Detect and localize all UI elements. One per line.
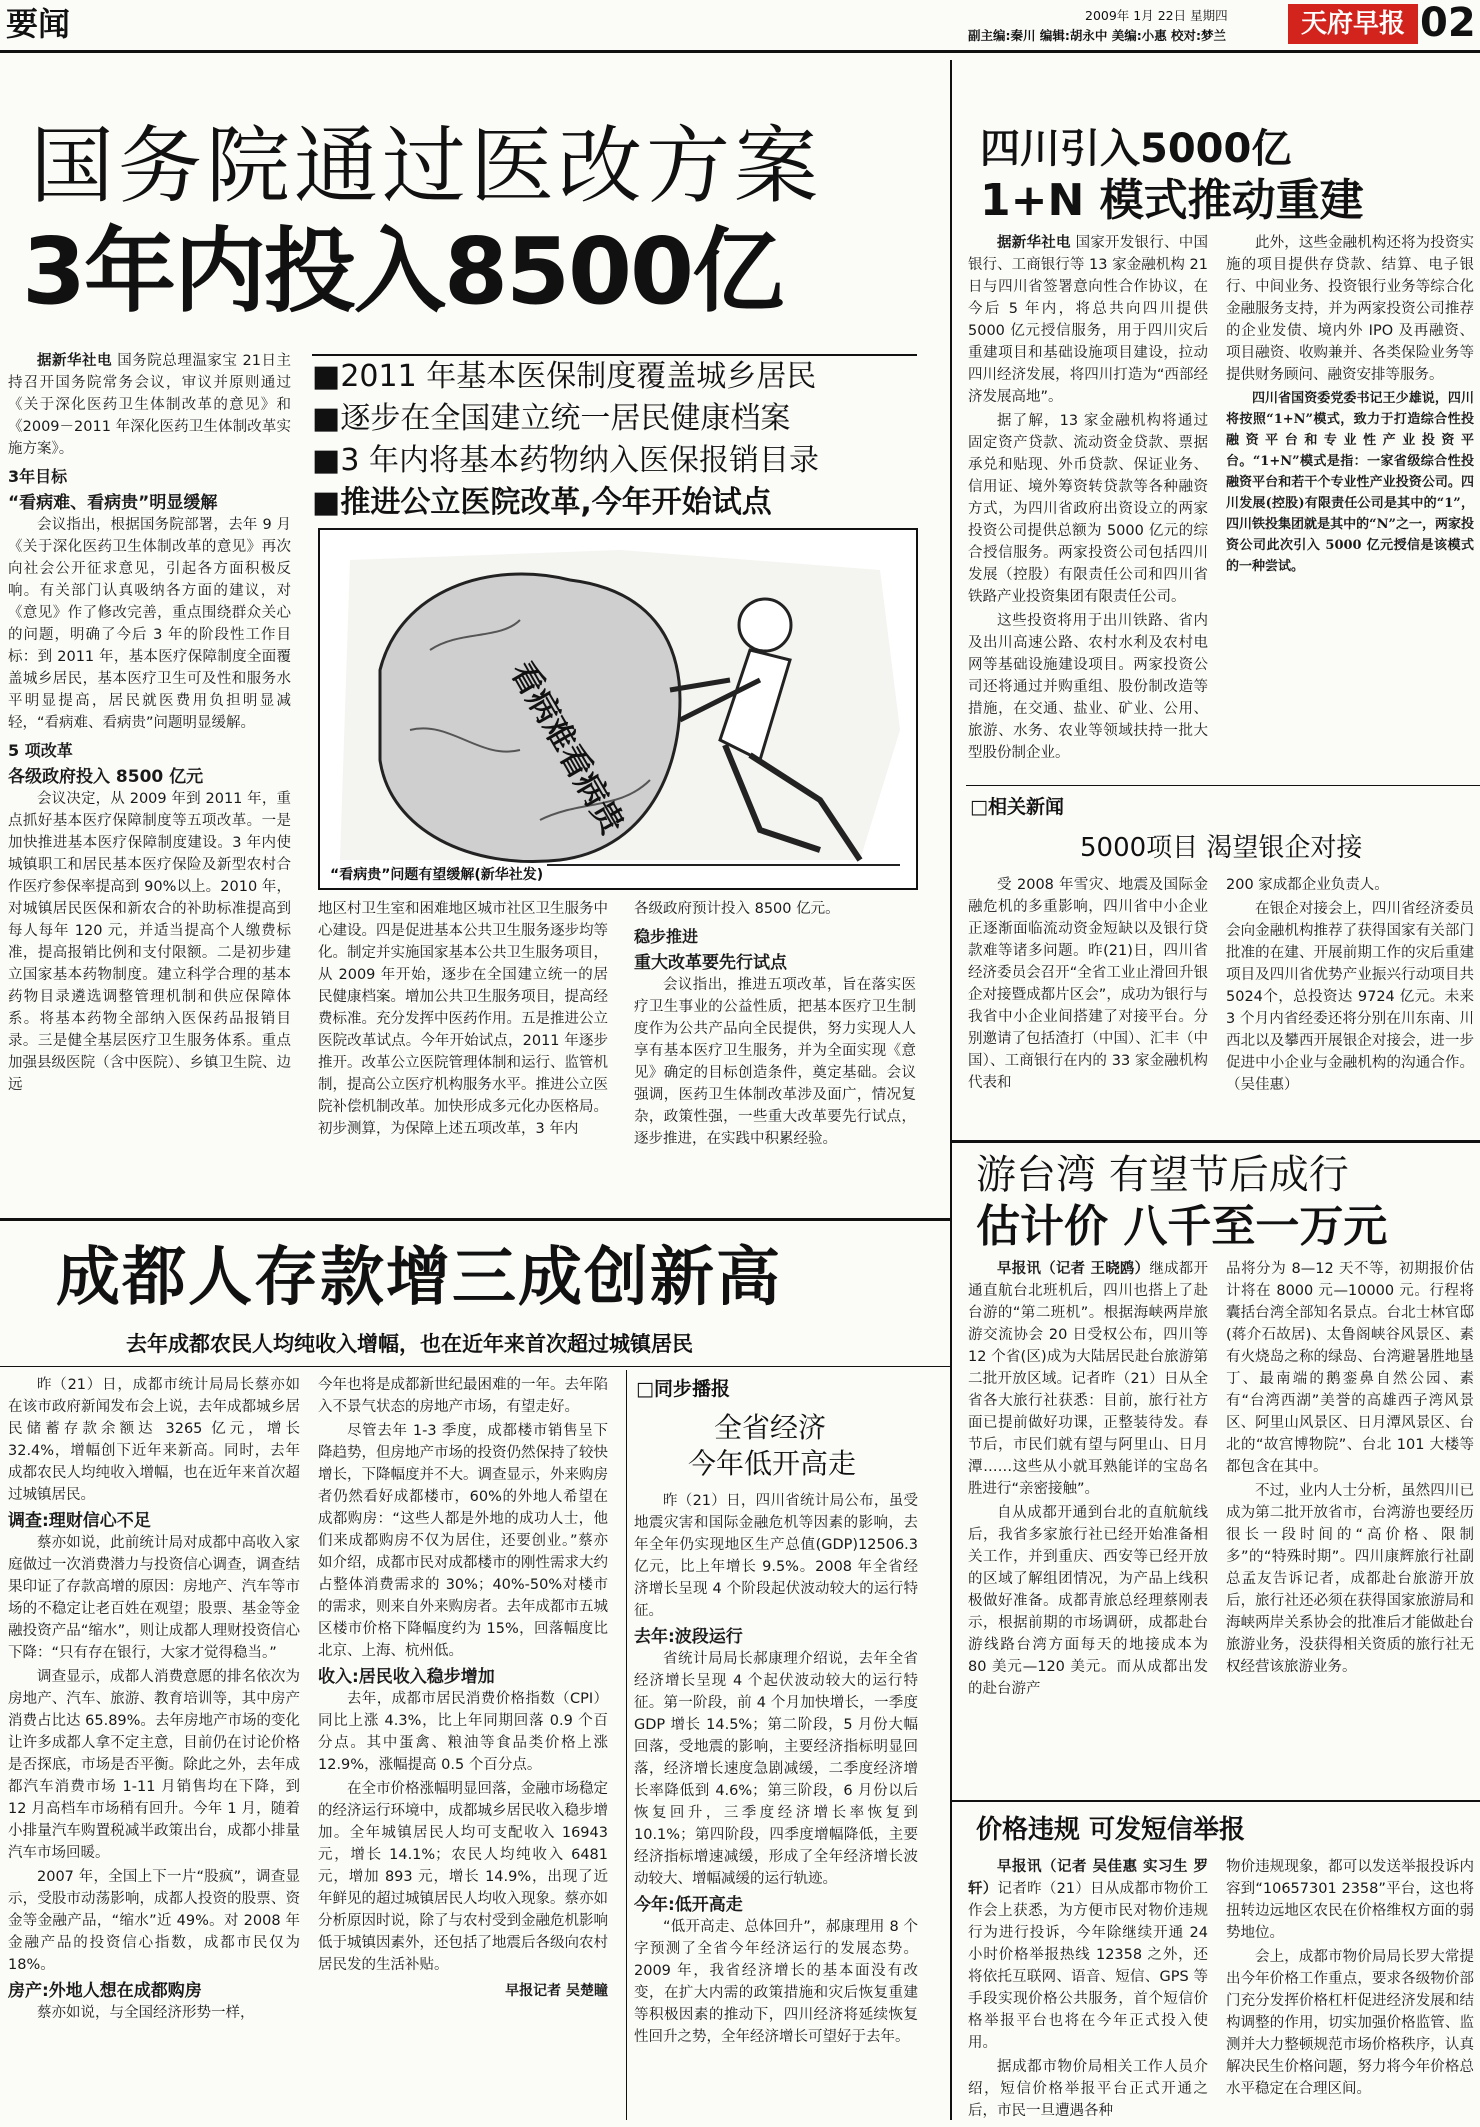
lead-headline-1: 国务院通过医改方案 [30, 117, 823, 215]
sub-head: 收入:居民收入稳步增加 [318, 1667, 495, 1687]
section-name: 要闻 [6, 5, 71, 43]
highlight-item: ■2011 年基本医保制度覆盖城乡居民 [312, 359, 817, 394]
deposits-subheadline: 去年成都农民人均纯收入增幅，也在近年来首次超过城镇居民 [126, 1332, 693, 1356]
page-number: 02 [1420, 0, 1476, 46]
body-paragraph: 蔡亦如说，与全国经济形势一样， [37, 2005, 255, 2021]
highlight-item: ■逐步在全国建立统一居民健康档案 [312, 401, 791, 436]
body-paragraph: 在银企对接会上，四川省经济委员会向金融机构推荐了获得国家有关部门批准的在建、开展前期工作的灾后重建项目及四川省优势产业振兴行动项目共 5024个，总投资达 9724 亿元。未来 3 个月内省经委还将分别在川东南、川西北以及攀西开展银企对接会，进一步促进中小企业与金融机构的沟通合作。（吴佳惠） [1226, 901, 1474, 1093]
body-paragraph: 会议指出，根据国务院部署，去年 9 月《关于深化医药卫生体制改革的意见》再次向社会公开征求意见，引起各方面积极反响。有关部门认真吸纳各方面的建议，对《意见》作了修改完善，重点围绕群众关心的问题，明确了今后 3 年的阶段性工作目标：到 2011 年，基本医疗保障制度全面覆盖城乡居民，基本医疗卫生可及性和服务水平明显提高，居民就医费用负担明显减轻，“看病难、看病贵”问题明显缓解。 [8, 517, 291, 731]
section-divider [966, 785, 1480, 786]
body-paragraph: 在全市价格涨幅明显回落，金融市场稳定的经济运行环境中，成都城乡居民收入稳步增加。全年城镇居民人均可支配收入 16943 元，增长 14.1%；农民人均纯收入 6481 元，增加 893 元，增长 14.9%，出现了近年鲜见的超过城镇居民人均收入现象。蔡亦如分析原因时说，除了与农村受到金融危机影响低于城镇因素外，还包括了地震后各级向农村居民发的生活补贴。 [318, 1781, 608, 1973]
body-paragraph: 自从成都开通到台北的直航航线后，我省多家旅行社已经开始准备相关工作，并到重庆、西安等已经开放的区域了解组团情况，为产品上线积极做好准备。成都青旅总经理蔡刚表示，根据前期的市场调研，成都赴台游线路台湾方面每天的地接成本为 80 美元—120 美元。而从成都出发的赴台游产 [968, 1505, 1208, 1697]
quote-paragraph: 四川省国资委党委书记王少雄说，四川将按照“1+N”模式，致力于打造综合性投融资平台和专业性产业投资平台。“1+N”模式是指：一家省级综合性投融资平台和若干个专业性产业投资公司。四川发展(控股)有限责任公司是其中的“1”，四川铁投集团就是其中的“N”之一，两家投资公司此次引入 5000 亿元授信是该模式的一种尝试。 [1226, 391, 1474, 574]
body-paragraph: 2007 年，全国上下一片“股疯”，调查显示，受股市动荡影响，成都人投资的股票、资金等金融产品，“缩水”近 49%。对 2008 年金融产品的投资信心指数，成都市民仅为 18%。 [8, 1869, 300, 1973]
body-paragraph: 蔡亦如说，此前统计局对成都中高收入家庭做过一次消费潜力与投资信心调查，调查结果印证了存款高增的原因：房地产、汽车等市场的不稳定让老百姓在观望；股票、基金等金融投资产品“缩水”，则让成都人理财投资信心下降：“只有存在银行，大家才觉得稳当。” [8, 1535, 300, 1661]
sub-tag: 稳步推进 [634, 927, 699, 946]
body-paragraph: 200 家成都企业负责人。 [1226, 877, 1389, 893]
economy-headline-1: 全省经济 [714, 1411, 827, 1444]
sub-head: 今年:低开高走 [634, 1895, 743, 1915]
taiwan-column-1: 早报讯（记者 王晓鸥）继成都开通直航台北班机后，四川也搭上了赴台游的“第二班机”。根据海峡两岸旅游交流协会 20 日受权公布，四川等 12 个省(区)成为大陆居民赴台旅游第二批开放区域。记者昨（21）日从全省各大旅行社获悉：目前，旅行社方面已提前做好功课，正整装待发。春节后，市民们就有望与阿里山、日月潭……这些从小就耳熟能详的宝岛名胜进行“亲密接触”。 自从成都开通到台北的直航航线后，我省多家旅行社已经开始准备相关工作，并到重庆、西安等已经开放的区域了解组团情况，为产品上线积极做好准备。成都青旅总经理蔡刚表示，根据前期的市场调研，成都赴台游线路台湾方面每天的地接成本为 80 美元—120 美元。而从成都出发的赴台游产 [968, 1258, 1208, 1702]
price-headline: 价格违规 可发短信举报 [976, 1815, 1246, 1845]
deposits-column-1 [8, 1374, 300, 2026]
body-paragraph: 据了解，13 家金融机构将通过固定资产贷款、流动资金贷款、票据承兑和贴现、外币贷款、保证业务、信用证、境外筹资转贷款等各种融资方式，为四川省政府出资设立的两家投资公司提供总额为 5000 亿元的综合授信服务。两家投资公司包括四川发展（控股）有限责任公司和四川省铁路产业投资集团有限责任公司。 [968, 413, 1208, 605]
related-column-1 [968, 874, 1208, 1096]
lead-column-3 [634, 898, 916, 1152]
lead-column-1: 据新华社电 国务院总理温家宝 21日主持召开国务院常务会议，审议并原则通过《关于深化医药卫生体制改革的意见》和《2009－2011 年深化医药卫生体制改革实施方案》。 3年目标 “看病难、看病贵”明显缓解 会议指出，根据国务院部署，去年 9 月《关于深化医药卫生体制改革的意见》再次向社会公开征求意见，引起各方面积极反响。有关部门认真吸纳各方面的建议，对《意见》作了修改完善，重点围绕群众关心的问题，明确了今后 3 年的阶段性工作目标：到 2011 年，基本医疗保障制度全面覆盖城乡居民，基本医疗卫生可及性和服务水平明显提高，居民就医费用负担明显减轻，“看病难、看病贵”问题明显缓解。 5 项改革 各级政府投入 8500 亿元 会议决定，从 2009 年到 2011 年，重点抓好基本医疗保障制度等五项改革。一是加快推进基本医疗保障制度建设。3 年内使城镇职工和居民基本医疗保险及新型农村合作医疗参保率提高到 90%以上。2010 年，对城镇居民医保和新农合的补助标准提高到每人每年 120 元，并适当提高个人缴费标准，提高报销比例和支付限额。二是初步建立国家基本药物制度。建立科学合理的基本药物目录遴选调整管理机制和供应保障体系。将基本药物全部纳入医保药品报销目录。三是健全基层医疗卫生服务体系。重点加强县级医院（含中医院）、乡镇卫生院、边远 [8, 350, 291, 1098]
sub-head: 调查:理财信心不足 [8, 1511, 151, 1531]
lead-column-2 [318, 898, 608, 1142]
cartoon-illustration [318, 528, 918, 890]
body-paragraph: 地区村卫生室和困难地区城市社区卫生服务中心建设。四是促进基本公共卫生服务逐步均等化。制定并实施国家基本公共卫生服务项目，从 2009 年开始，逐步在全国建立统一的居民健康档案。增加公共卫生服务项目，提高经费标准。充分发挥中医药作用。五是推进公立医院改革试点。今年开始试点，2011 年逐步推开。改革公立医院管理体制和运行、监管机制，提高公立医疗机构服务水平。推进公立医院补偿机制改革。加快形成多元化办医格局。初步测算，为保障上述五项改革，3 年内 [318, 901, 608, 1137]
body-paragraph: 去年，成都市居民消费价格指数（CPI）同比上涨 4.3%，比上年同期回落 0.9 个百分点。其中蛋禽、粮油等食品类价格上涨 12.9%，涨幅提高 0.5 个百分点。 [318, 1691, 608, 1773]
lead-headline-2: 3年内投入8500亿 [22, 218, 783, 325]
price-column-2 [1226, 1856, 1474, 2102]
body-paragraph: 尽管去年 1-3 季度，成都楼市销售呈下降趋势，但房地产市场的投资仍然保持了较快增长，下降幅度并不大。调查显示，外来购房者仍然看好成都楼市，60%的外地人希望在成都购房：“这些人都是外地的成功人士，他们来成都购房不仅为居住，还要创业。”蔡亦如介绍，成都市民对成都楼市的刚性需求大约占整体消费需求的 30%；40%-50%对楼市的需求，则来自外来购房者。去年成都市五城区楼市价格下降幅度约为 15%，回落幅度比北京、上海、杭州低。 [318, 1423, 608, 1659]
brand-logo: 天府早报 [1288, 4, 1418, 44]
sichuan-headline-1: 四川引入5000亿 [980, 126, 1292, 172]
deposits-headline: 成都人存款增三成创新高 [56, 1241, 782, 1315]
section-divider [952, 1800, 1480, 1802]
taiwan-column-2 [1226, 1258, 1474, 1680]
sub-tag: 5 项改革 [8, 741, 73, 760]
taiwan-headline-2: 估计价 八千至一万元 [976, 1201, 1388, 1252]
column-divider [950, 60, 952, 2120]
sub-head: 房产:外地人想在成都购房 [8, 1981, 202, 2001]
sub-tag: 3年目标 [8, 467, 68, 486]
body-paragraph: 不过，业内人士分析，虽然四川已成为第二批开放省市，台湾游也要经历很长一段时间的“高价格、限制多”的“特殊时期”。四川康辉旅行社副总孟友告诉记者，成都赴台旅游开放后，旅行社还必须在获得国家旅游局和海峡两岸关系协会的批准后才能做赴台旅游业务，没获得相关资质的旅行社无权经营该旅游业务。 [1226, 1483, 1474, 1675]
body-paragraph: 会上，成都市物价局局长罗大常提出今年价格工作重点，要求各级物价部门充分发挥价格杠杆促进经济发展和结构调整的作用，切实加强价格监管、监测并大力整顿规范市场价格秩序，认真解决民生价格问题，努力将今年价格总水平稳定在合理区间。 [1226, 1949, 1474, 2097]
sichuan-column-1: 据新华社电 国家开发银行、中国银行、工商银行等 13 家金融机构 21 日与四川省签署意向性合作协议，在今后 5 年内，将总共向四川提供 5000 亿元授信服务，用于四川灾后重建项目和基础设施项目建设，拉动四川经济发展，将四川打造为“西部经济发展高地”。 据了解，13 家金融机构将通过固定资产贷款、流动资金贷款、票据承兑和贴现、外币贷款、保证业务、信用证、境外筹资转贷款等各种融资方式，为四川省政府出资设立的两家投资公司提供总额为 5000 亿元的综合授信服务。两家投资公司包括四川发展（控股）有限责任公司和四川省铁路产业投资集团有限责任公司。 这些投资将用于出川铁路、省内及出川高速公路、农村水利及农村电网等基础设施建设项目。两家投资公司还将通过并购重组、股份制改造等措施，在交通、盐业、矿业、公用、旅游、水务、农业等领域扶持一批大型股份制企业。 [968, 232, 1208, 766]
body-paragraph: 会议决定，从 2009 年到 2011 年，重点抓好基本医疗保障制度等五项改革。一是加快推进基本医疗保障制度建设。3 年内使城镇职工和居民基本医疗保险及新型农村合作医疗参保率提高到 90%以上。2010 年，对城镇居民医保和新农合的补助标准提高到每人每年 120 元，并适当提高个人缴费标准，提高报销比例和支付限额。二是初步建立国家基本药物制度。建立科学合理的基本药物目录遴选调整管理机制和供应保障体系。将基本药物全部纳入医保药品报销目录。三是健全基层医疗卫生服务体系。重点加强县级医院（含中医院）、乡镇卫生院、边远 [8, 791, 291, 1093]
body-paragraph: 今年也将是成都新世纪最困难的一年。去年陷入不景气状态的房地产市场，有望走好。 [318, 1377, 608, 1415]
sync-report-tag: □同步播报 [636, 1378, 730, 1400]
economy-headline-2: 今年低开高走 [688, 1447, 857, 1480]
body-paragraph: 省统计局局长郝康理介绍说，去年全省经济增长呈现 4 个起伏波动较大的运行特征。第一阶段，前 4 个月加快增长，一季度 GDP 增长 14.5%；第二阶段，5 月份大幅回落，受地震的影响，主要经济指标明显回落，经济增长速度急剧减缓，二季度经济增长率降低到 4.6%；第三阶段，6 月份以后恢复回升，三季度经济增长率恢复到 10.1%；第四阶段，四季度增幅降低，主要经济指标增速减缓，形成了全年经济增长波动较大、增幅减缓的运行轨迹。 [634, 1651, 918, 1887]
related-news-tag: □相关新闻 [970, 796, 1064, 818]
body-paragraph: 各级政府预计投入 8500 亿元。 [634, 901, 840, 917]
body-paragraph: 这些投资将用于出川铁路、省内及出川高速公路、农村水利及农村电网等基础设施建设项目。两家投资公司还将通过并购重组、股份制改造等措施，在交通、盐业、矿业、公用、旅游、水务、农业等领域扶持一批大型股份制企业。 [968, 613, 1208, 761]
issue-date: 2009年 1月 22日 星期四 [1085, 8, 1228, 23]
section-divider [952, 1140, 1480, 1143]
sub-head: 去年:波段运行 [634, 1627, 743, 1647]
sichuan-column-2 [1226, 232, 1474, 579]
sub-head: 各级政府投入 8500 亿元 [8, 767, 204, 787]
body-paragraph: “低开高走、总体回升”，郝康理用 8 个字预测了全省今年经济运行的发展态势。2009 年，我省经济增长的基本面没有改变，在扩大内需的政策措施和灾后恢复重建等积极因素的推动下，四川经济将延续恢复性回升之势，全年经济增长可望好于去年。 [634, 1919, 918, 2045]
highlight-item: ■3 年内将基本药物纳入医保报销目录 [312, 443, 819, 478]
staff-credits: 副主编:秦川 编辑:胡永中 美编:小惠 校对:梦兰 [968, 28, 1227, 43]
cartoon-drawing [320, 530, 918, 890]
dateline: 据新华社电 [37, 353, 113, 369]
body-paragraph: 此外，这些金融机构还将为投资实施的项目提供存贷款、结算、电子银行、中间业务、投资银行业务等综合化金融服务支持，并为两家投资公司推荐的企业发债、境内外 IPO 及再融资、项目融资、收购兼并、各类保险业务等提供财务顾问、融资安排等服务。 [1226, 235, 1474, 383]
sub-head: “看病难、看病贵”明显缓解 [8, 493, 218, 513]
page-header [0, 0, 1480, 52]
sichuan-headline-2: 1+N 模式推动重建 [980, 175, 1364, 226]
body-paragraph: 品将分为 8—12 天不等，初期报价估计将在 8000 元—10000 元。行程将囊括台湾全部知名景点。台北士林官邸(蒋介石故居)、太鲁阁峡谷风景区、素有火烧岛之称的绿岛、台湾避暑胜地垦丁、最南端的鹅銮鼻自然公园、素有“台湾西湖”美誉的高雄西子湾风景区、阿里山风景区、日月潭风景区、台北的“故宫博物院”、台北 101 大楼等都包含在其中。 [1226, 1261, 1474, 1475]
body-paragraph: 据成都市物价局相关工作人员介绍，短信价格举报平台正式开通之后，市民一旦遭遇各种 [968, 2059, 1208, 2119]
boulder-label: 看病难看病贵 [503, 655, 632, 841]
highlights-box [312, 354, 917, 524]
sub-head: 重大改革要先行试点 [634, 953, 787, 973]
price-column-1: 早报讯（记者 吴佳惠 实习生 罗轩）记者昨（21）日从成都市物价工作会上获悉，为方便市民对物价违规行为进行投诉，今年除继续开通 24 小时价格举报热线 12358 之外，还将依托互联网、语音、短信、GPS 等手段实现价格公共服务，首个短信价格举报平台也将在今年正式投入使用。 据成都市物价局相关工作人员介绍，短信价格举报平台正式开通之后，市民一旦遭遇各种 [968, 1856, 1208, 2124]
subtitle-rule [0, 1366, 950, 1367]
highlight-item: ■推进公立医院改革,今年开始试点 [312, 485, 772, 520]
body-paragraph: 昨（21）日，四川省统计局公布，虽受地震灾害和国际金融危机等因素的影响，去年全年仍实现地区生产总值(GDP)12506.3 亿元，比上年增长 9.5%。2008 年全省经济增长呈现 4 个阶段起伏波动较大的运行特征。 [634, 1493, 918, 1619]
body-paragraph: 调查显示，成都人消费意愿的排名依次为房地产、汽车、旅游、教育培训等，其中房产消费占比达 65.89%。去年房地产市场的变化让许多成都人拿不定主意，目前仍在讨论价格是否探底，市场是否平衡。除此之外，去年成都汽车消费市场 1-11 月销售均在下降，到 12 月高档车市场稍有回升。今年 1 月，随着小排量汽车购置税减半政策出台，成都小排量汽车市场回暖。 [8, 1669, 300, 1861]
deposits-column-2 [318, 1374, 608, 2002]
related-headline: 5000项目 渴望银企对接 [1080, 833, 1363, 863]
cartoon-caption: “看病贵”问题有望缓解(新华社发) [326, 864, 547, 884]
related-column-2 [1226, 874, 1474, 1098]
section-divider [0, 1218, 950, 1221]
body-paragraph: 受 2008 年雪灾、地震及国际金融危机的多重影响，四川省中小企业正逐渐面临流动资金短缺以及银行贷款难等诸多问题。昨(21)日，四川省经济委员会召开“全省工业止滑回升银企对接暨成都片区会”，成功为银行与我省中小企业间搭建了对接平台。分别邀请了包括渣打（中国）、汇丰（中国）、工商银行在内的 33 家金融机构代表和 [968, 877, 1208, 1091]
header-rule [0, 50, 1480, 53]
box-divider [626, 1370, 627, 2120]
body-paragraph: 昨（21）日，成都市统计局局长蔡亦如在该市政府新闻发布会上说，去年成都城乡居民储蓄存款余额达 3265 亿元，增长 32.4%，增幅创下近年来新高。同时，去年成都农民人均纯收入增幅，也在近年来首次超过城镇居民。 [8, 1377, 300, 1503]
economy-column [634, 1490, 918, 2050]
byline: 早报记者 吴楚瞳 [505, 1983, 608, 1999]
taiwan-headline-1: 游台湾 有望节后成行 [976, 1152, 1349, 1198]
body-paragraph: 物价违规现象，都可以发送举报投诉内容到“10657301 2358”平台，这也将扭转边远地区农民在价格维权方面的弱势地位。 [1226, 1859, 1474, 1941]
body-paragraph: 会议指出，推进五项改革，旨在落实医疗卫生事业的公益性质，把基本医疗卫生制度作为公共产品向全民提供，努力实现人人享有基本医疗卫生服务，并为全面实现《意见》确定的目标创造条件，奠定基础。会议强调，医药卫生体制改革涉及面广，情况复杂，政策性强，一些重大改革要先行试点，逐步推进，在实践中积累经验。 [634, 977, 916, 1147]
